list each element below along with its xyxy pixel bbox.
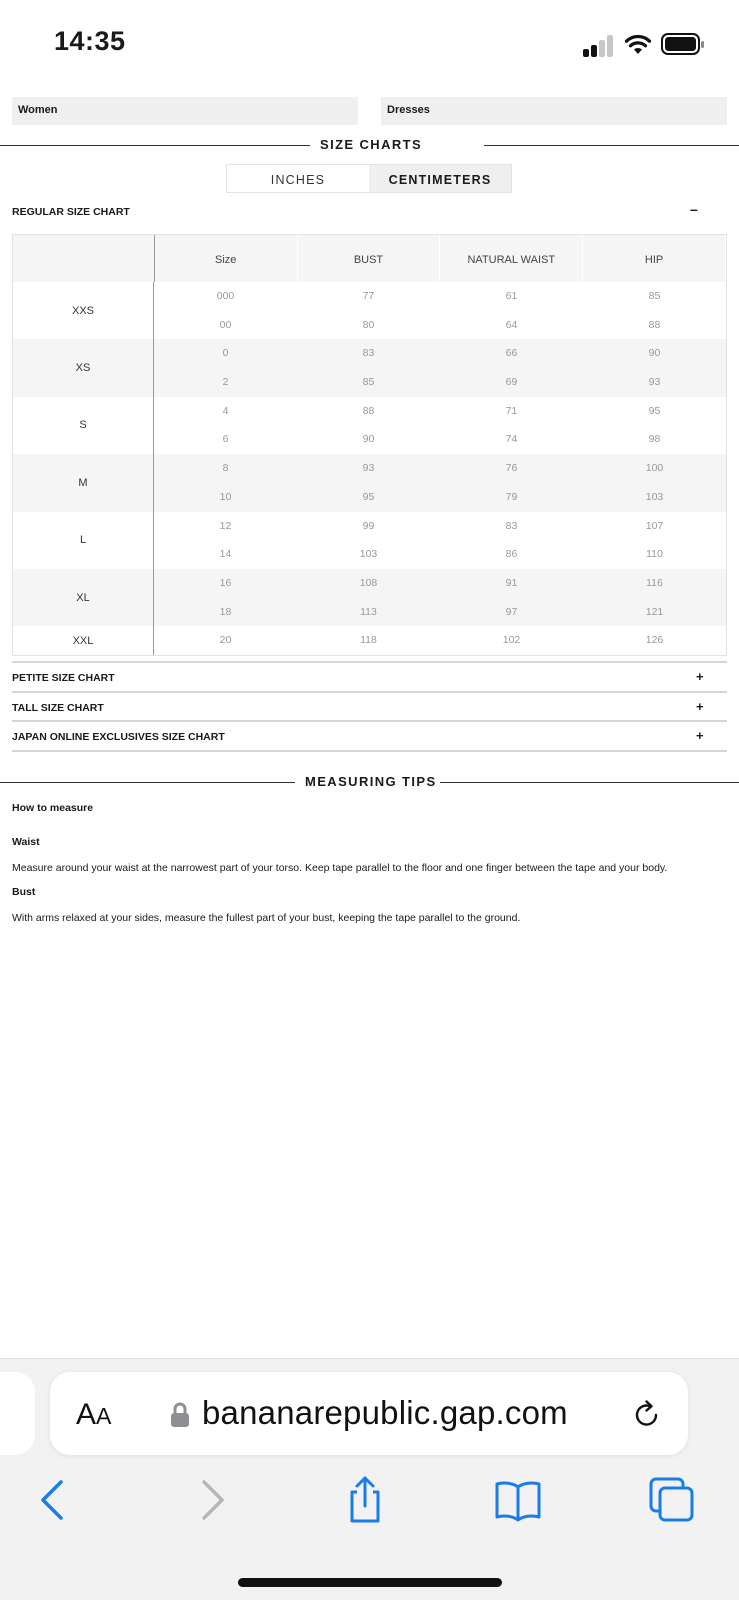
lock-icon <box>170 1402 190 1428</box>
product-select[interactable]: Dresses <box>381 97 727 125</box>
cell-bust: 90 <box>362 433 375 446</box>
cell-size: 00 <box>219 318 232 331</box>
size-charts-heading <box>0 135 739 155</box>
cell-size: 10 <box>219 490 232 503</box>
header-natural-waist: NATURAL WAIST <box>440 235 583 282</box>
size-label: XXS <box>13 282 154 339</box>
cell-hip: 103 <box>645 490 664 503</box>
cell-waist: 71 <box>505 404 518 417</box>
cell-bust: 108 <box>359 576 378 589</box>
size-label: L <box>13 512 154 569</box>
cell-hip: 98 <box>648 433 661 446</box>
header-hip: HIP <box>583 235 726 282</box>
cell-hip: 126 <box>645 634 664 647</box>
size-label: M <box>13 454 154 511</box>
home-indicator <box>238 1578 502 1587</box>
cell-size: 0 <box>222 347 229 360</box>
cell-size: 2 <box>222 376 229 389</box>
cell-waist: 102 <box>502 634 521 647</box>
table-row <box>154 368 726 397</box>
tall-size-chart-title: TALL SIZE CHART <box>12 702 104 714</box>
cell-bust: 99 <box>362 519 375 532</box>
japan-size-chart-row[interactable] <box>12 720 727 750</box>
cell-bust: 113 <box>360 605 377 618</box>
table-row <box>154 454 726 483</box>
aa-large-letter: A <box>76 1398 97 1431</box>
cell-waist: 83 <box>505 519 518 532</box>
cell-bust: 95 <box>362 490 375 503</box>
regular-size-table <box>12 234 727 656</box>
waist-description: Measure around your waist at the narrowest part of your torso. Keep tape parallel to the floor and one finger between the tape and your body. <box>12 862 668 874</box>
cell-size: 16 <box>219 576 232 589</box>
table-row <box>154 397 726 426</box>
cell-hip: 85 <box>648 290 661 302</box>
battery-icon <box>661 32 705 56</box>
cell-hip: 100 <box>645 462 664 475</box>
table-row <box>154 282 726 311</box>
cell-size: 6 <box>222 433 229 446</box>
cell-waist: 86 <box>505 548 518 561</box>
cell-size: 18 <box>219 605 232 618</box>
cell-bust: 83 <box>362 347 375 360</box>
waist-heading: Waist <box>12 836 40 848</box>
cell-waist: 64 <box>505 318 518 331</box>
size-group-xxs <box>13 282 726 339</box>
cell-bust: 88 <box>362 404 375 417</box>
cell-hip: 121 <box>645 605 664 618</box>
share-icon[interactable] <box>340 1475 390 1525</box>
cell-waist: 74 <box>505 433 518 446</box>
table-row <box>154 483 726 512</box>
aa-small-letter: A <box>96 1403 112 1429</box>
cell-size: 20 <box>219 634 232 647</box>
tab-inches[interactable]: INCHES <box>227 165 369 192</box>
cell-waist: 79 <box>505 490 518 503</box>
back-arrow-icon[interactable] <box>28 1475 78 1525</box>
cell-bust: 77 <box>362 290 375 302</box>
cell-hip: 90 <box>648 347 661 360</box>
collapse-regular-chart-button[interactable]: – <box>690 201 698 217</box>
cell-bust: 103 <box>359 548 378 561</box>
table-row <box>154 339 726 368</box>
cell-bust: 85 <box>362 376 375 389</box>
petite-size-chart-row[interactable] <box>12 661 727 691</box>
cell-waist: 61 <box>505 290 518 302</box>
cell-hip: 95 <box>648 404 661 417</box>
size-label: S <box>13 397 154 454</box>
cell-bust: 93 <box>362 462 375 475</box>
table-header <box>13 235 726 282</box>
measuring-tips-title: MEASURING TIPS <box>305 774 437 789</box>
cell-size: 12 <box>219 519 232 532</box>
regular-size-chart-title[interactable]: REGULAR SIZE CHART <box>12 206 130 218</box>
table-row <box>154 512 726 541</box>
table-row <box>154 569 726 598</box>
category-select[interactable]: Women <box>12 97 358 125</box>
size-group-l <box>13 512 726 569</box>
reload-icon[interactable] <box>630 1398 664 1432</box>
size-label: XL <box>13 569 154 626</box>
cell-hip: 116 <box>646 576 663 589</box>
measuring-tips-heading <box>0 772 739 792</box>
bust-description: With arms relaxed at your sides, measure the fullest part of your bust, keeping the tape parallel to the ground. <box>12 912 521 924</box>
header-size: Size <box>155 235 298 282</box>
table-row <box>154 311 726 340</box>
table-row <box>154 598 726 627</box>
cell-hip: 88 <box>648 318 661 331</box>
how-to-measure-heading: How to measure <box>12 802 94 814</box>
tab-centimeters[interactable]: CENTIMETERS <box>369 165 511 192</box>
wifi-icon <box>624 32 652 56</box>
header-bust: BUST <box>298 235 441 282</box>
cell-bust: 80 <box>362 318 375 331</box>
forward-arrow-icon[interactable] <box>187 1475 237 1525</box>
expand-tall-button[interactable]: + <box>696 699 704 714</box>
cell-waist: 76 <box>505 462 518 475</box>
bust-heading: Bust <box>12 886 36 898</box>
status-time: 14:35 <box>54 26 126 56</box>
reader-options-button[interactable] <box>76 1398 111 1432</box>
petite-size-chart-title: PETITE SIZE CHART <box>12 672 115 684</box>
cell-waist: 66 <box>505 347 518 360</box>
bookmarks-icon[interactable] <box>493 1475 543 1525</box>
cell-waist: 91 <box>505 576 518 589</box>
size-label: XS <box>13 339 154 396</box>
cell-hip: 110 <box>646 548 663 561</box>
cell-size: 000 <box>216 290 235 302</box>
cell-hip: 93 <box>648 376 661 389</box>
unit-toggle <box>226 164 512 193</box>
tabs-icon[interactable] <box>647 1475 697 1525</box>
expand-petite-button[interactable]: + <box>696 669 704 684</box>
size-group-m <box>13 454 726 511</box>
header-blank <box>13 235 155 282</box>
previous-tab-peek[interactable] <box>0 1372 35 1455</box>
cell-hip: 107 <box>645 519 664 532</box>
url-text[interactable]: bananarepublic.gap.com <box>202 1394 568 1431</box>
size-group-xxl <box>13 626 726 655</box>
cell-size: 14 <box>219 548 232 561</box>
cell-size: 8 <box>222 462 229 475</box>
table-row <box>154 540 726 569</box>
cell-waist: 69 <box>505 376 518 389</box>
japan-size-chart-title: JAPAN ONLINE EXCLUSIVES SIZE CHART <box>12 731 225 743</box>
table-row <box>154 425 726 454</box>
address-bar[interactable] <box>50 1372 688 1455</box>
cell-waist: 97 <box>505 605 518 618</box>
table-row <box>154 626 726 655</box>
cellular-signal-icon <box>583 35 617 57</box>
divider <box>12 750 727 752</box>
size-charts-title: SIZE CHARTS <box>320 137 423 152</box>
size-group-s <box>13 397 726 454</box>
tall-size-chart-row[interactable] <box>12 691 727 721</box>
cell-bust: 118 <box>360 634 377 647</box>
size-label: XXL <box>13 626 154 655</box>
size-group-xs <box>13 339 726 396</box>
expand-japan-button[interactable]: + <box>696 728 704 743</box>
status-bar <box>0 0 739 88</box>
cell-size: 4 <box>222 404 229 417</box>
size-group-xl <box>13 569 726 626</box>
